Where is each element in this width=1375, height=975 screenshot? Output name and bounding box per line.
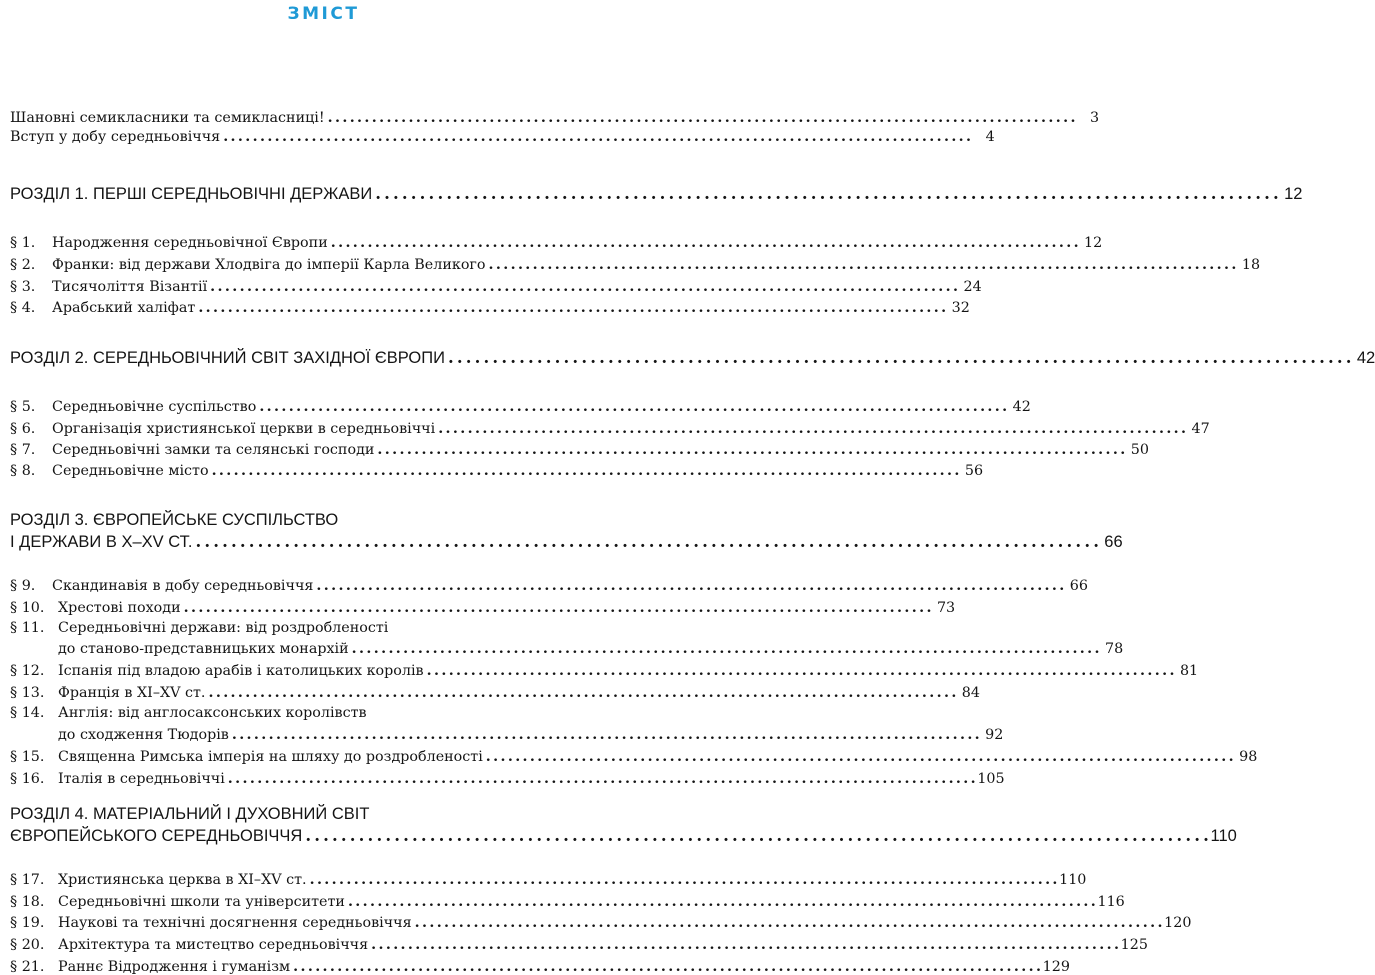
entry-title: Священна Римська імперія на шляху до роздробленості — [58, 749, 483, 765]
entry-number: § 8. — [10, 463, 36, 479]
toc-entry[interactable] — [10, 257, 1261, 273]
entry-title: РОЗДІЛ 2. СЕРЕДНЬОВІЧНИЙ СВІТ ЗАХІДНОЇ ЄВРОПИ — [10, 349, 445, 367]
dot-leader — [348, 894, 1095, 910]
entry-number: § 20. — [10, 937, 45, 953]
section-heading[interactable] — [10, 826, 1237, 846]
toc-entry[interactable] — [10, 442, 1149, 458]
dot-leader — [486, 749, 1233, 765]
toc-entry[interactable] — [10, 705, 634, 721]
entry-number: § 11. — [10, 620, 45, 636]
entry-page-number: 42 — [1012, 399, 1031, 415]
entry-title: Народження середньовічної Європи — [52, 235, 328, 251]
dot-leader — [489, 257, 1236, 273]
dot-leader — [310, 872, 1057, 888]
entry-title: І ДЕРЖАВИ В X–XV СТ. — [10, 533, 193, 551]
entry-title: Наукові та технічні досягнення середньовіччя — [58, 915, 412, 931]
entry-title: Середньовічні замки та селянські господи — [52, 442, 375, 458]
entry-number: § 12. — [10, 663, 45, 679]
entry-title: Середньовічні держави: від роздробленості — [58, 620, 389, 636]
dot-leader — [375, 184, 1277, 203]
entry-title: до сходження Тюдорів — [58, 727, 229, 743]
toc-entry[interactable] — [10, 399, 1031, 415]
entry-page-number: 66 — [1069, 578, 1088, 594]
section-heading[interactable] — [10, 348, 1375, 368]
toc-entry[interactable] — [10, 578, 1088, 594]
entry-page-number: 78 — [1104, 641, 1124, 657]
dot-leader — [210, 279, 957, 295]
entry-title: Середньовічне місто — [52, 463, 209, 479]
entry-page-number: 110 — [1210, 827, 1237, 845]
entry-number: § 2. — [10, 257, 36, 273]
dot-leader — [427, 663, 1174, 679]
entry-title: Тисячоліття Візантії — [52, 279, 208, 295]
toc-entry[interactable] — [10, 421, 1210, 437]
dot-leader — [184, 600, 931, 616]
entry-number: § 14. — [10, 705, 45, 721]
entry-page-number: 98 — [1239, 749, 1258, 765]
entry-number: § 17. — [10, 872, 45, 888]
entry-title: Франки: від держави Хлодвіга до імперії Карла Великого — [52, 257, 486, 273]
entry-title: Середньовічне суспільство — [52, 399, 257, 415]
toc-entry-continuation[interactable] — [10, 727, 1004, 743]
entry-number: § 21. — [10, 959, 45, 975]
entry-number: § 15. — [10, 749, 45, 765]
entry-number: § 16. — [10, 771, 45, 787]
entry-page-number: 81 — [1179, 663, 1199, 679]
entry-page-number: 3 — [1090, 110, 1100, 126]
entry-number: § 4. — [10, 300, 36, 316]
toc-entry[interactable] — [10, 685, 980, 701]
page-title: ЗМІСТ — [287, 4, 360, 24]
entry-page-number: 105 — [977, 771, 1005, 787]
toc-entry[interactable] — [10, 872, 1087, 888]
dot-leader — [198, 300, 945, 316]
toc-entry[interactable] — [10, 959, 1070, 975]
dot-leader — [438, 421, 1185, 437]
entry-title: Англія: від англосаксонських королівств — [58, 705, 367, 721]
entry-page-number: 66 — [1104, 533, 1123, 551]
entry-page-number: 42 — [1356, 349, 1375, 367]
entry-page-number: 120 — [1164, 915, 1192, 931]
entry-title: РОЗДІЛ 1. ПЕРШІ СЕРЕДНЬОВІЧНІ ДЕРЖАВИ — [10, 185, 373, 203]
toc-entry[interactable] — [10, 279, 982, 295]
dot-leader — [377, 442, 1124, 458]
entry-number: § 10. — [10, 600, 45, 616]
entry-title: Італія в середньовіччі — [58, 771, 225, 787]
entry-number: § 19. — [10, 915, 45, 931]
dot-leader — [352, 641, 1099, 657]
entry-page-number: 125 — [1120, 937, 1148, 953]
dot-leader — [293, 959, 1040, 975]
dot-leader — [212, 463, 959, 479]
entry-title: Іспанія під владою арабів і католицьких королів — [58, 663, 424, 679]
entry-title: Організація християнської церкви в середньовіччі — [52, 421, 436, 437]
entry-page-number: 129 — [1042, 959, 1070, 975]
toc-entry[interactable] — [10, 771, 1005, 787]
entry-title: Християнська церква в XI–XV ст. — [58, 872, 307, 888]
entry-page-number: 24 — [963, 279, 982, 295]
dot-leader — [232, 727, 979, 743]
section-heading-line: РОЗДІЛ 3. ЄВРОПЕЙСЬКЕ СУСПІЛЬСТВО — [10, 511, 339, 529]
entry-page-number: 32 — [951, 300, 970, 316]
entry-page-number: 56 — [964, 463, 984, 479]
entry-number: § 5. — [10, 399, 36, 415]
toc-entry[interactable] — [10, 894, 1125, 910]
entry-page-number: 116 — [1097, 894, 1125, 910]
section-heading[interactable] — [10, 184, 1303, 204]
entry-page-number: 47 — [1191, 421, 1210, 437]
toc-entry[interactable] — [10, 235, 1103, 251]
entry-number: § 3. — [10, 279, 36, 295]
toc-entry[interactable] — [10, 620, 634, 636]
entry-number: § 13. — [10, 685, 45, 701]
toc-entry[interactable] — [10, 937, 1148, 953]
toc-entry[interactable] — [10, 663, 1199, 679]
dot-leader — [259, 399, 1006, 415]
entry-page-number: 12 — [1284, 185, 1303, 203]
entry-number: § 6. — [10, 421, 36, 437]
entry-title: Середньовічні школи та університети — [58, 894, 345, 910]
entry-title: ЄВРОПЕЙСЬКОГО СЕРЕДНЬОВІЧЧЯ — [10, 827, 303, 845]
entry-page-number: 50 — [1130, 442, 1149, 458]
toc-entry-continuation[interactable] — [10, 641, 1124, 657]
toc-entry[interactable] — [10, 600, 956, 616]
entry-page-number: 92 — [985, 727, 1004, 743]
entry-title: Вступ у добу середньовіччя — [10, 129, 221, 145]
dot-leader — [223, 129, 970, 145]
intro-entry[interactable] — [10, 110, 1100, 126]
dot-leader — [195, 532, 1097, 551]
dot-leader — [316, 578, 1063, 594]
entry-title: Арабський халіфат — [52, 300, 196, 316]
entry-number: § 18. — [10, 894, 45, 910]
dot-leader — [331, 235, 1078, 251]
dot-leader — [305, 826, 1207, 845]
dot-leader — [371, 937, 1118, 953]
toc-entry[interactable] — [10, 749, 1258, 765]
entry-title: Скандинавія в добу середньовіччя — [52, 578, 314, 594]
section-heading[interactable] — [10, 532, 1123, 552]
entry-page-number: 73 — [936, 600, 956, 616]
intro-entry[interactable] — [10, 129, 995, 145]
dot-leader — [448, 348, 1350, 367]
entry-title: до станово-представницьких монархій — [58, 641, 349, 657]
entry-page-number: 4 — [985, 129, 995, 145]
entry-page-number: 84 — [961, 685, 980, 701]
entry-title: Франція в XI–XV ст. — [58, 685, 206, 701]
dot-leader — [228, 771, 975, 787]
dot-leader — [328, 110, 1075, 126]
toc-entry[interactable] — [10, 463, 984, 479]
entry-page-number: 12 — [1084, 235, 1103, 251]
entry-number: § 1. — [10, 235, 36, 251]
dot-leader — [208, 685, 955, 701]
entry-title: Хрестові походи — [58, 600, 181, 616]
dot-leader — [415, 915, 1162, 931]
entry-page-number: 18 — [1241, 257, 1261, 273]
entry-page-number: 110 — [1059, 872, 1087, 888]
section-heading-line: РОЗДІЛ 4. МАТЕРІАЛЬНИЙ І ДУХОВНИЙ СВІТ — [10, 805, 370, 823]
entry-title: Архітектура та мистецтво середньовіччя — [58, 937, 369, 953]
toc-entry[interactable] — [10, 300, 970, 316]
toc-entry[interactable] — [10, 915, 1192, 931]
entry-title: Шановні семикласники та семикласниці! — [10, 110, 325, 126]
entry-title: Раннє Відродження і гуманізм — [58, 959, 291, 975]
entry-number: § 9. — [10, 578, 36, 594]
entry-number: § 7. — [10, 442, 36, 458]
